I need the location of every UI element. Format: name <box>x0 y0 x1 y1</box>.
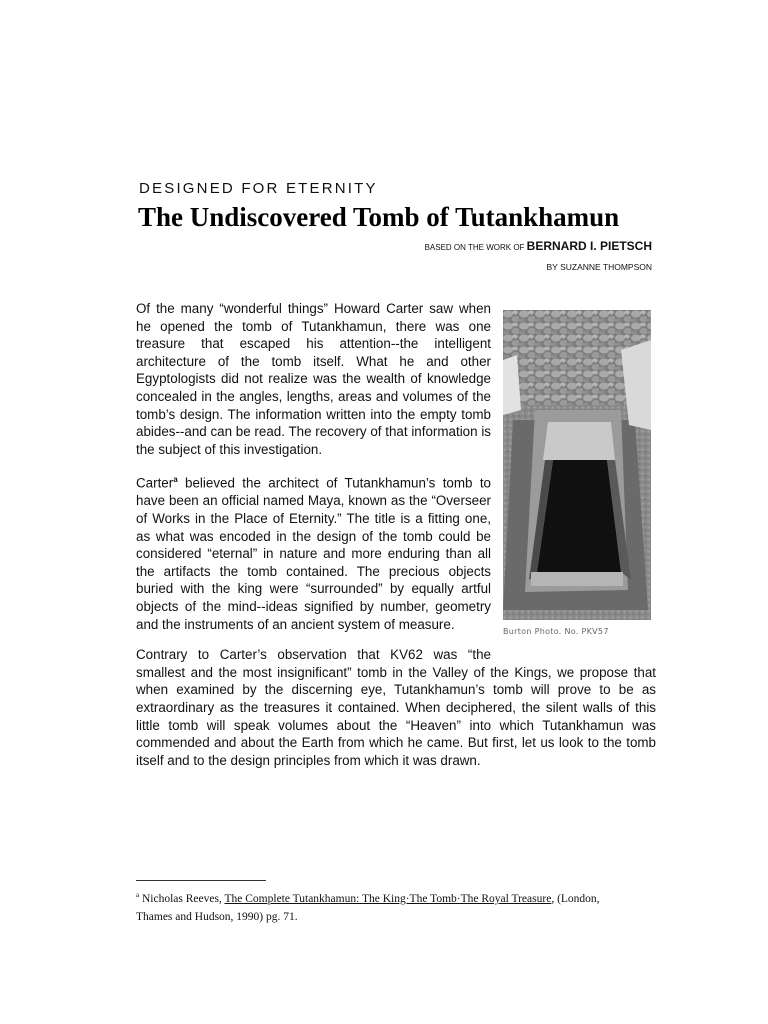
article-body <box>136 300 656 782</box>
paragraph-2-start: Carter <box>136 475 174 491</box>
kicker: DESIGNED FOR ETERNITY <box>139 180 378 197</box>
footnote-mark: a <box>136 891 140 899</box>
footnote-publication: , (London, Thames and Hudson, 1990) pg. 71. <box>136 892 600 923</box>
photo-caption: Burton Photo. No. PKV57 <box>503 627 609 636</box>
based-on-prefix: BASED ON THE WORK OF <box>424 243 527 252</box>
paragraph-2-rest: believed the architect of Tutankhamun’s tomb to have been an official named Maya, known as the “Overseer of Works in the Place of Eternity.” The title is a fitting one, as what was encoded in the design of the tomb could be considered “eternal” in nature and more enduring than all the artifacts the tomb contained. The precious objects buried with the king were “surrounded” by equally artful objects of the mind--ideas signified by number, geometry and the instruments of an ancient system of measure. <box>136 475 491 632</box>
paragraph-3: Contrary to Carter’s observation that KV62 was “the smallest and the most insignificant” tomb in the Valley of the Kings, we propose that when examined by the discerning eye, Tutankhamun’s tomb will prove to be as extraordinary as the treasures it contained. When deciphered, the silent walls of this little tomb will speak volumes about the “Heaven” into which Tutankhamun was commended and about the Earth from which he came. But first, let us look to the tomb itself and to the design principles from which it was drawn. <box>136 647 656 768</box>
footnote-author: Nicholas Reeves, <box>139 892 225 905</box>
paragraph-1: Of the many “wonderful things” Howard Carter saw when he opened the tomb of Tutankhamun, there was one treasure that escaped his attention--the intelligent architecture of the tomb itself. What he and other Egyptologists did not realize was the wealth of knowledge concealed in the angles, lengths, areas and volumes of the tomb’s design. The information written into the empty tomb abides--and can be read. The recovery of that information is the subject of this investigation. <box>136 301 491 457</box>
based-on-author: BERNARD I. PIETSCH <box>526 239 652 253</box>
based-on-line <box>425 239 652 253</box>
footnote-book-title: The Complete Tutankhamun: The King·The Tomb·The Royal Treasure <box>224 892 552 905</box>
photo-figure <box>503 310 659 650</box>
tomb-entrance-photo <box>503 310 651 620</box>
footnote-divider <box>136 880 266 881</box>
page-title: The Undiscovered Tomb of Tutankhamun <box>138 202 620 232</box>
footnote <box>136 886 636 926</box>
footnote-reference[interactable]: a <box>173 475 178 485</box>
author-byline: BY SUZANNE THOMPSON <box>546 262 652 272</box>
